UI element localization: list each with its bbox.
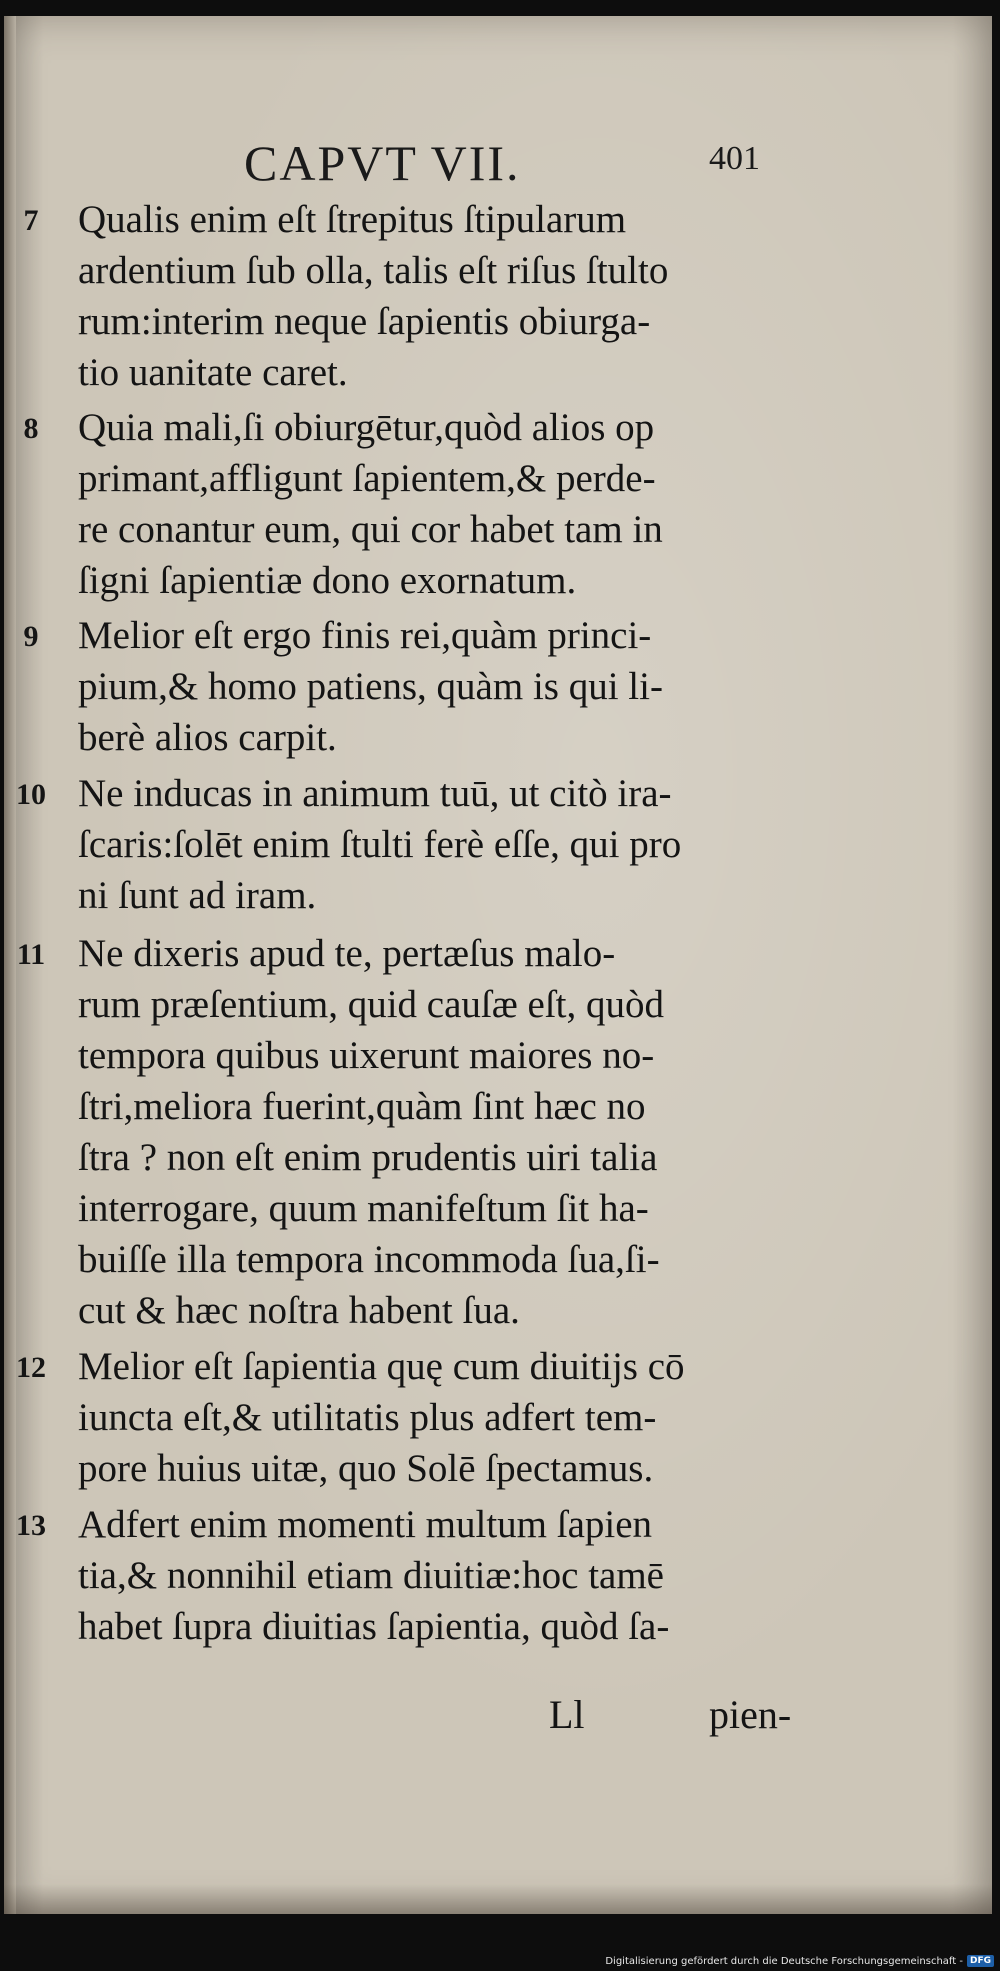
verse-line: pore huius uitæ, quo Solē ſpectamus. xyxy=(78,1447,654,1490)
verse-number: 12 xyxy=(16,1351,46,1384)
verse-line: Ne inducas in animum tuū, ut citò ira- xyxy=(78,772,672,815)
verse-line: ſtra ? non eſt enim prudentis uiri talia xyxy=(78,1136,658,1179)
verse-line: rum:interim neque ſapientis obiurga- xyxy=(78,300,651,343)
verse-line: Qualis enim eſt ſtrepitus ſtipularum xyxy=(78,198,627,241)
page-number: 401 xyxy=(709,140,760,177)
verse-line: berè alios carpit. xyxy=(78,716,337,759)
catchword: pien- xyxy=(709,1692,792,1737)
verse-line: ſcaris:ſolēt enim ſtulti ferè eſſe, qui pro xyxy=(78,823,682,866)
dfg-logo: DFG xyxy=(967,1955,994,1967)
verse-line: ni ſunt ad iram. xyxy=(78,874,317,917)
running-header xyxy=(4,134,992,194)
verse-line: ardentium ſub olla, talis eſt riſus ſtulto xyxy=(78,249,669,292)
verse-number: 13 xyxy=(16,1509,46,1542)
chapter-heading: CAPVT VII. xyxy=(244,135,521,191)
verse-line: pium,& homo patiens, quàm is qui li- xyxy=(78,665,663,708)
verse-number: 9 xyxy=(23,620,39,653)
verse-line: ſigni ſapientiæ dono exornatum. xyxy=(78,559,577,602)
verse-line: buiſſe illa tempora incommoda ſua,ſi- xyxy=(78,1238,660,1281)
verse-line: interrogare, quum manifeſtum ſit ha- xyxy=(78,1187,649,1230)
verse-line: ſtri,meliora fuerint,quàm ſint hæc no xyxy=(78,1085,646,1128)
verse-line: Ne dixeris apud te, pertæſus malo- xyxy=(78,932,616,975)
verse-line: tempora quibus uixerunt maiores no- xyxy=(78,1034,655,1077)
verse-line: Melior eſt ſapientia quę cum diuitijs cō xyxy=(78,1345,685,1388)
credit-text: Digitalisierung gefördert durch die Deutsche Forschungsgemeinschaft - xyxy=(605,1955,963,1967)
page-edge-shadow xyxy=(4,1884,992,1914)
verse-line: habet ſupra diuitias ſapientia, quòd ſa- xyxy=(78,1605,670,1648)
verse-number: 10 xyxy=(16,778,46,811)
digitization-credit xyxy=(605,1955,994,1967)
signature-mark: Ll xyxy=(549,1692,585,1737)
verse-line: Quia mali,ſi obiurgētur,quòd alios op xyxy=(78,406,655,449)
verse-line: tio uanitate caret. xyxy=(78,351,348,394)
verse-number: 7 xyxy=(23,204,39,237)
book-page xyxy=(4,16,992,1914)
verse-line: primant,affligunt ſapientem,& perde- xyxy=(78,457,656,500)
verse-line: iuncta eſt,& utilitatis plus adfert tem- xyxy=(78,1396,657,1439)
verse-number: 8 xyxy=(23,412,39,445)
verse-line: Adfert enim momenti multum ſapien xyxy=(78,1503,653,1546)
verse-line: cut & hæc noſtra habent ſua. xyxy=(78,1289,520,1332)
verse-line: tia,& nonnihil etiam diuitiæ:hoc tamē xyxy=(78,1554,664,1597)
verse-number: 11 xyxy=(16,938,46,971)
verse-line: rum præſentium, quid cauſæ eſt, quòd xyxy=(78,983,665,1026)
verse-line: Melior eſt ergo finis rei,quàm princi- xyxy=(78,614,652,657)
verse-line: re conantur eum, qui cor habet tam in xyxy=(78,508,663,551)
